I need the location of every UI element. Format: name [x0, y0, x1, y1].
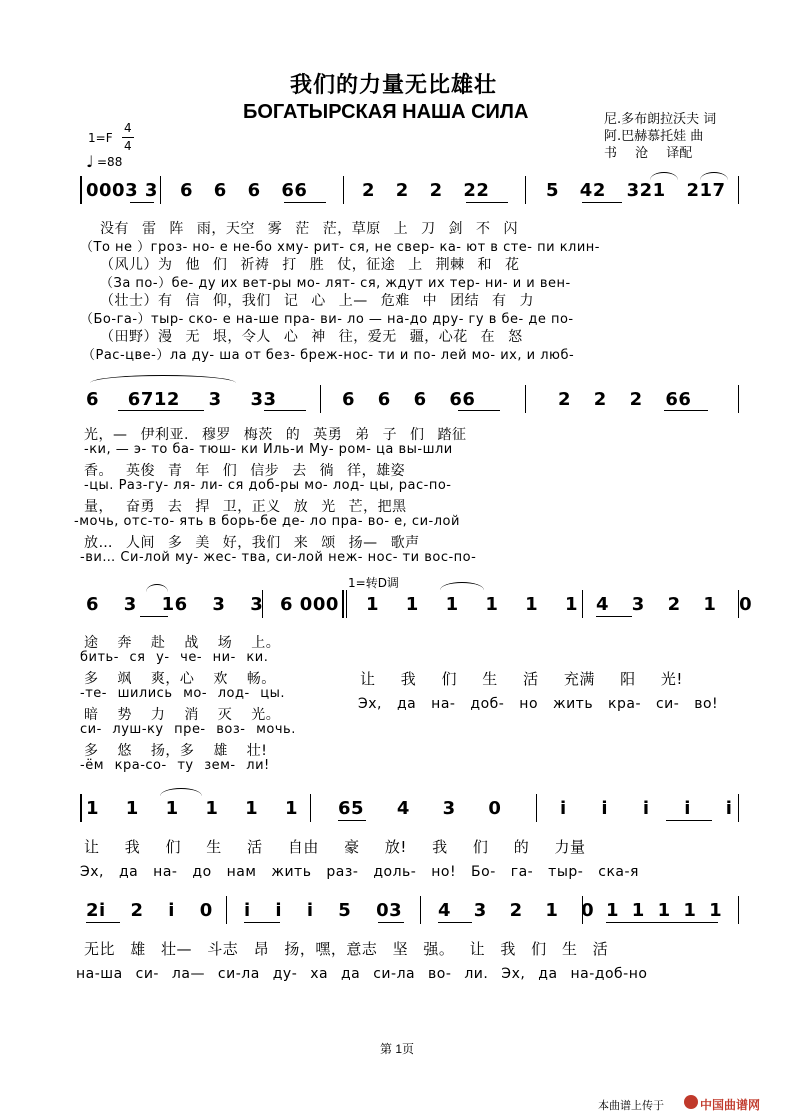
slur	[146, 584, 168, 592]
eighth-underline	[438, 922, 472, 923]
measure-notes: 5 42 321 217	[546, 180, 726, 201]
measure-notes: 4 3 2 1 0	[596, 594, 753, 615]
lyric-line: -цы. Раз-гу- ля- ли- ся доб-ры мо- лод- цы, рас-по-	[84, 478, 452, 493]
lyric-line-ru: на-ша си- ла— си-ла ду- ха да си-ла во- ли. Эх, да на-доб-но	[76, 966, 648, 982]
start-barline	[80, 176, 82, 204]
measure-notes: 1 1 1 1 1 1	[86, 798, 298, 819]
double-barline	[342, 590, 344, 618]
barline	[525, 176, 526, 204]
modulation-marking: 1=转D调	[348, 576, 399, 590]
barline	[226, 896, 227, 924]
slur	[90, 375, 236, 383]
time-signature-bottom: 4	[124, 139, 132, 153]
measure-notes: i i i i i	[560, 798, 733, 819]
upload-notice: 本曲谱上传于	[598, 1100, 664, 1112]
barline	[320, 385, 321, 413]
lyric-line: （Рас-цве-）ла ду- ша от без- бреж-нос- ти и по- лей мо- их, и люб-	[82, 348, 575, 363]
barline	[738, 385, 739, 413]
lyric-line: 暗 势 力 消 灭 光。	[84, 707, 281, 723]
eighth-underline	[118, 410, 204, 411]
eighth-underline	[664, 410, 708, 411]
barline	[310, 794, 311, 822]
page-subtitle: БОГАТЫРСКАЯ НАША СИЛА	[243, 101, 529, 123]
eighth-underline	[666, 820, 712, 821]
lyric-line: 香。 英俊 青 年 们 信步 去 徜 徉，雄姿	[84, 463, 406, 479]
site-logo-icon	[684, 1095, 698, 1109]
measure-notes: 2 2 2 22	[362, 180, 490, 201]
lyric-line-cn: 无比 雄 壮— 斗志 昂 扬，嘿，意志 坚 强。 让 我 们 生 活	[84, 940, 609, 958]
lyric-line: -ви… Си-лой му- жес- тва, си-лой неж- нос- ти вос-по-	[80, 550, 477, 565]
lyric-line: 没有 雷 阵 雨，天空 雾 茫 茫，草原 上 刀 剑 不 闪	[100, 221, 518, 237]
slur	[160, 788, 202, 796]
lyric-line: 量， 奋勇 去 捍 卫，正义 放 光 芒，把黑	[84, 499, 407, 515]
time-signature-divider	[122, 137, 134, 138]
barline	[160, 176, 161, 204]
lyric-line: -те- шились мо- лод- цы.	[80, 686, 286, 701]
start-barline	[80, 794, 82, 822]
slur	[650, 172, 678, 180]
measure-notes: 6 000	[280, 594, 339, 615]
refrain-lyric-ru: Эх, да на- доб- но жить кра- си- во!	[358, 696, 719, 712]
eighth-underline	[86, 922, 120, 923]
measure-notes: 4 3 2 1 0	[438, 900, 595, 921]
lyric-line: си- луш-ку пре- воз- мочь.	[80, 722, 296, 737]
lyricist-credit: 尼.多布朗拉沃夫 词	[604, 112, 717, 127]
lyric-line: 途 奔 赴 战 场 上。	[84, 635, 281, 651]
slur	[700, 172, 728, 180]
barline	[525, 385, 526, 413]
barline	[343, 176, 344, 204]
eighth-underline	[466, 202, 508, 203]
eighth-underline	[458, 410, 500, 411]
barline	[420, 896, 421, 924]
lyric-line: 多 飒 爽，心 欢 畅。	[84, 671, 276, 687]
lyric-line: （Бо-га-）тыр- ско- е на-ше пра- ви- ло — на-до дру- гу в бе- де по-	[80, 312, 574, 327]
measure-notes: 65 4 3 0	[338, 798, 502, 819]
barline	[582, 590, 583, 618]
lyric-line: （田野）漫 无 垠，令人 心 神 往，爱无 疆，心花 在 怒	[100, 329, 523, 345]
measure-notes: 1 1 1 1 1	[606, 900, 723, 921]
barline	[738, 896, 739, 924]
measure-notes: i i i 5 03	[244, 900, 403, 921]
composer-credit: 阿.巴赫慕托娃 曲	[604, 129, 704, 144]
site-logo-text: 中国曲谱网	[700, 1098, 761, 1112]
measure-notes: 6 6 6 66	[180, 180, 308, 201]
quarter-note-icon: ♩	[86, 152, 94, 171]
lyric-line: бить- ся у- че- ни- ки.	[80, 650, 269, 665]
measure-notes: 6 6 6 66	[342, 389, 476, 410]
page-title: 我们的力量无比雄壮	[290, 72, 498, 98]
lyric-line: （壮士）有 信 仰，我们 记 心 上— 危难 中 团结 有 力	[100, 293, 535, 309]
measure-notes: 1 1 1 1 1 1	[366, 594, 578, 615]
lyric-line: （То не ）гроз- но- е не-бо хму- рит- ся, не свер- ка- ют в сте- пи клин-	[80, 240, 600, 255]
lyric-line: -мочь, отс-то- ять в борь-бе де- ло пра- во- е, си-лой	[74, 514, 460, 529]
translator-credit: 书 沧 译配	[604, 146, 693, 161]
refrain-lyric-cn: 让 我 们 生 活 充满 阳 光!	[360, 670, 683, 688]
lyric-line-cn: 让 我 们 生 活 自由 豪 放! 我 们 的 力量	[84, 838, 586, 856]
lyric-line: 多 悠 扬，多 雄 壮!	[84, 743, 268, 759]
lyric-line: （За по-）бе- ду их вет-ры мо- лят- ся, ждут их тер- ни- и и вен-	[100, 276, 571, 291]
lyric-line: （风儿）为 他 们 祈祷 打 胜 仗，征途 上 荆棘 和 花	[100, 257, 520, 273]
barline	[738, 794, 739, 822]
eighth-underline	[140, 616, 168, 617]
measure-notes: 0003 3	[86, 180, 158, 201]
barline	[536, 794, 537, 822]
tempo-marking: =88	[97, 155, 123, 169]
eighth-underline	[284, 202, 326, 203]
eighth-underline	[130, 202, 154, 203]
eighth-underline	[596, 616, 632, 617]
lyric-line-ru: Эх, да на- до нам жить раз- доль- но! Бо- га- тыр- ска-я	[80, 864, 639, 880]
lyric-line: 光，— 伊利亚. 穆罗 梅茨 的 英勇 弟 子 们 踏征	[84, 427, 467, 443]
eighth-underline	[264, 410, 306, 411]
double-barline	[346, 590, 347, 618]
eighth-underline	[338, 820, 366, 821]
barline	[738, 176, 739, 204]
key-signature: 1=F	[88, 131, 113, 145]
measure-notes: 2i 2 i 0	[86, 900, 213, 921]
lyric-line: -ки, — э- то ба- тюш- ки Иль-и Му- ром- ца вы-шли	[84, 442, 453, 457]
slur	[440, 582, 484, 590]
eighth-underline	[582, 202, 622, 203]
eighth-underline	[378, 922, 404, 923]
measure-notes: 2 2 2 66	[558, 389, 692, 410]
measure-notes: 6 6712 3 33	[86, 389, 277, 410]
measure-notes: 6 3 16 3 3	[86, 594, 264, 615]
lyric-line: 放… 人间 多 美 好，我们 来 颂 扬— 歌声	[84, 535, 420, 551]
time-signature-top: 4	[124, 121, 132, 135]
eighth-underline	[606, 922, 718, 923]
page-number: 第 1页	[380, 1042, 415, 1056]
lyric-line: -ём кра-со- ту зем- ли!	[80, 758, 270, 773]
eighth-underline	[244, 922, 280, 923]
